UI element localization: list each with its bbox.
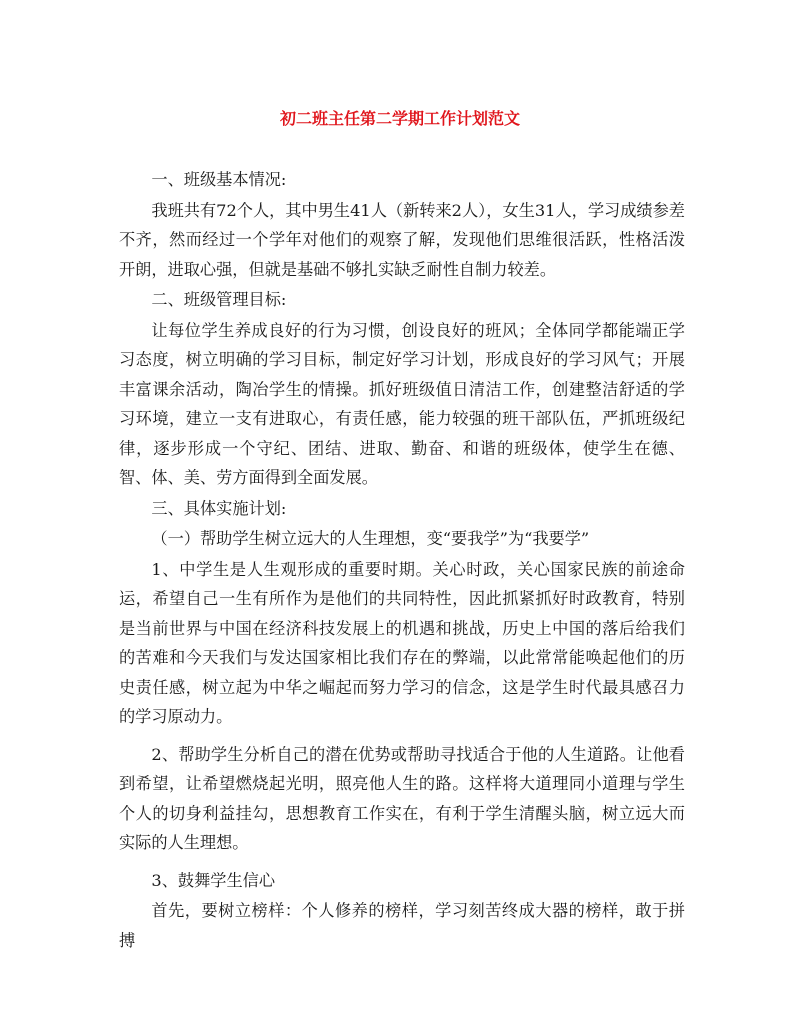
- paragraph-item-1: 1、中学生是人生观形成的重要时期。关心时政，关心国家民族的前途命运，希望自己一生有所作为是他们的共同特性，因此抓紧抓好时政教育，特别是当前世界与中国在经济科技发展上的机遇和挑战，历史上中国的落后给我们的苦难和今天我们与发达国家相比我们存在的弊端，以此常常能唤起他们的历史责任感，树立起为中华之崛起而努力学习的信念，这是学生时代最具感召力的学习原动力。: [119, 559, 685, 726]
- document-title: 初二班主任第二学期工作计划范文: [279, 109, 520, 128]
- section-heading-basic-info: 一、班级基本情况:: [151, 170, 287, 189]
- paragraph-item-3-heading: 3、鼓舞学生信心: [151, 870, 276, 890]
- section-heading-implementation-plan: 三、具体实施计划:: [151, 498, 287, 518]
- section-heading-management-goals: 二、班级管理目标:: [151, 290, 287, 309]
- document-body: [119, 165, 685, 956]
- paragraph-role-models: 首先，要树立榜样：个人修养的榜样，学习刻苦终成大器的榜样，敢于拼搏: [119, 901, 685, 950]
- paragraph-basic-info: 我班共有72个人，其中男生41人（新转来2人），女生31人，学习成绩参差不齐，然而经过一个学年对他们的观察了解，发现他们思维很活跃，性格活泼开朗，进取心强，但就是基础不够扎实缺乏耐性自制力较差。: [119, 200, 685, 279]
- paragraph-management-goals: 让每位学生养成良好的行为习惯，创设良好的班风；全体同学都能端正学习态度，树立明确的学习目标，制定好学习计划，形成良好的学习风气；开展丰富课余活动，陶冶学生的情操。抓好班级值日清洁工作，创建整洁舒适的学习环境，建立一支有进取心，有责任感，能力较强的班干部队伍，严抓班级纪律，逐步形成一个守纪、团结、进取、勤奋、和谐的班级体，使学生在德、智、体、美、劳方面得到全面发展。: [119, 320, 685, 487]
- subsection-heading-life-ideals: （一）帮助学生树立远大的人生理想，变“要我学”为“我要学”: [151, 529, 590, 548]
- paragraph-item-2: 2、帮助学生分析自己的潜在优势或帮助寻找适合于他的人生道路。让他看到希望，让希望燃烧起光明，照亮他人生的路。这样将大道理同小道理与学生个人的切身利益挂勾，思想教育工作实在，有利于学生清醒头脑，树立远大而实际的人生理想。: [119, 744, 685, 852]
